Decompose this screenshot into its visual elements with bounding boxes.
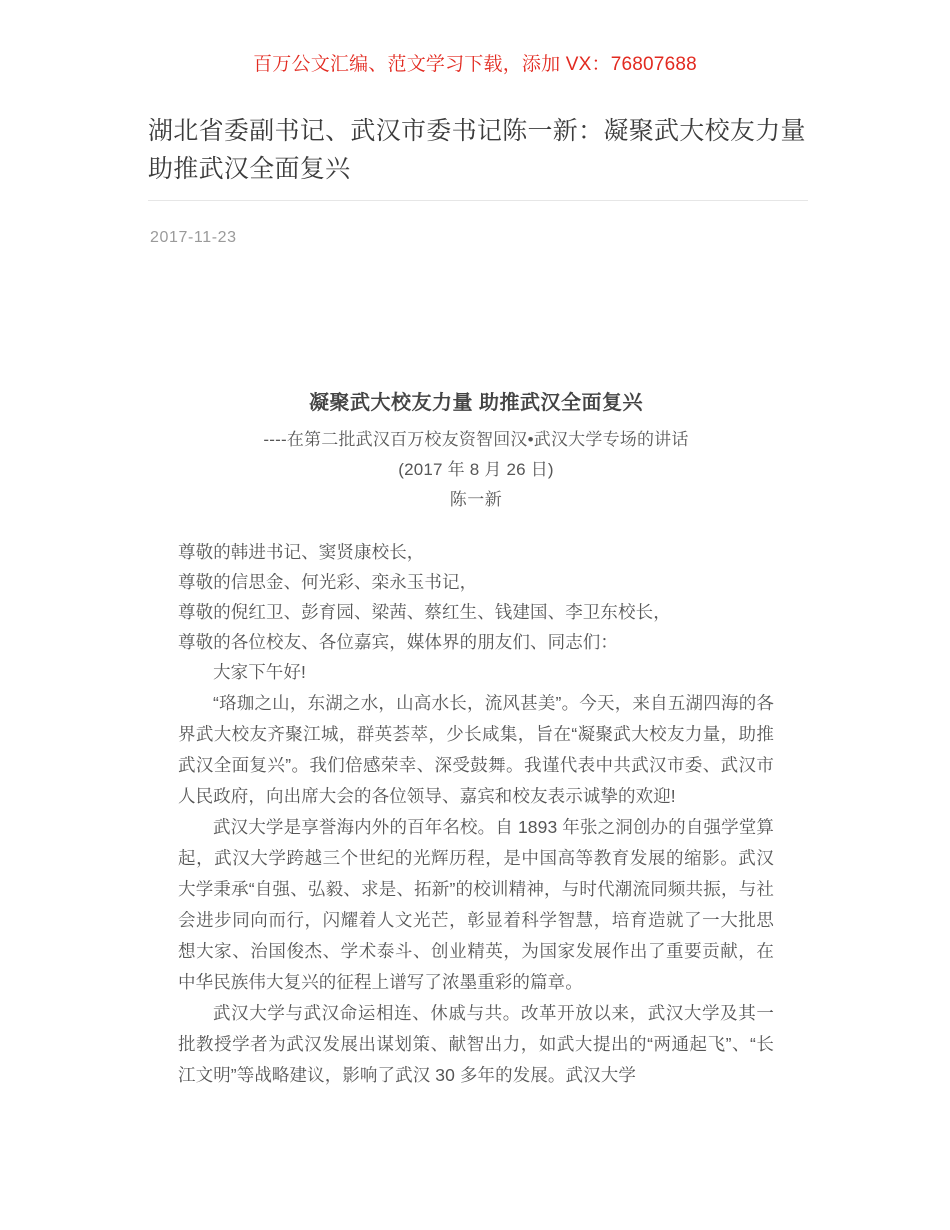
- salutation-line: 尊敬的倪红卫、彭育园、梁茜、蔡红生、钱建国、李卫东校长，: [178, 602, 671, 622]
- article-header: [148, 112, 808, 201]
- document-heading: 凝聚武大校友力量 助推武汉全面复兴: [308, 392, 644, 414]
- salutation-line: 尊敬的各位校友、各位嘉宾，媒体界的朋友们、同志们：: [178, 632, 618, 652]
- promo-banner: 百万公文汇编、范文学习下载，添加 VX：76807688: [253, 54, 697, 75]
- salutation-block: [178, 537, 774, 657]
- body-paragraph: 武汉大学与武汉命运相连、休戚与共。改革开放以来，武汉大学及其一批教授学者为武汉发展出谋划策、献智出力，如武大提出的“两通起飞”、“长江文明”等战略建议，影响了武汉 30 多年的发展。武汉大学: [178, 1003, 774, 1085]
- document-subtitle: ----在第二批武汉百万校友资智回汉•武汉大学专场的讲话: [263, 430, 689, 449]
- body-paragraph: 大家下午好!: [213, 662, 306, 682]
- body-paragraph: 武汉大学是享誉海内外的百年名校。自 1893 年张之洞创办的自强学堂算起，武汉大学跨越三个世纪的光辉历程，是中国高等教育发展的缩影。武汉大学秉承“自强、弘毅、求是、拓新”的校训精神，与时代潮流同频共振，与社会进步同向而行，闪耀着人文光芒，彰显着科学智慧，培育造就了一大批思想大家、治国俊杰、学术泰斗、创业精英，为国家发展作出了重要贡献，在中华民族伟大复兴的征程上谱写了浓墨重彩的篇章。: [178, 817, 774, 992]
- page-title: 湖北省委副书记、武汉市委书记陈一新：凝聚武大校友力量 助推武汉全面复兴: [148, 117, 806, 183]
- document-author: 陈一新: [449, 490, 503, 509]
- salutation-line: 尊敬的韩进书记、窦贤康校长，: [178, 542, 425, 562]
- title-divider: [148, 200, 808, 201]
- document-meta-date: (2017 年 8 月 26 日): [398, 460, 554, 479]
- article-date: 2017-11-23: [150, 229, 237, 246]
- salutation-line: 尊敬的信思金、何光彩、栾永玉书记，: [178, 572, 478, 592]
- body-paragraph: “珞珈之山，东湖之水，山高水长，流风甚美”。今天，来自五湖四海的各界武大校友齐聚江城，群英荟萃，少长咸集，旨在“凝聚武大校友力量，助推武汉全面复兴”。我们倍感荣幸、深受鼓舞。我谨代表中共武汉市委、武汉市人民政府，向出席大会的各位领导、嘉宾和校友表示诚挚的欢迎!: [178, 693, 774, 806]
- document-body: [178, 388, 774, 1091]
